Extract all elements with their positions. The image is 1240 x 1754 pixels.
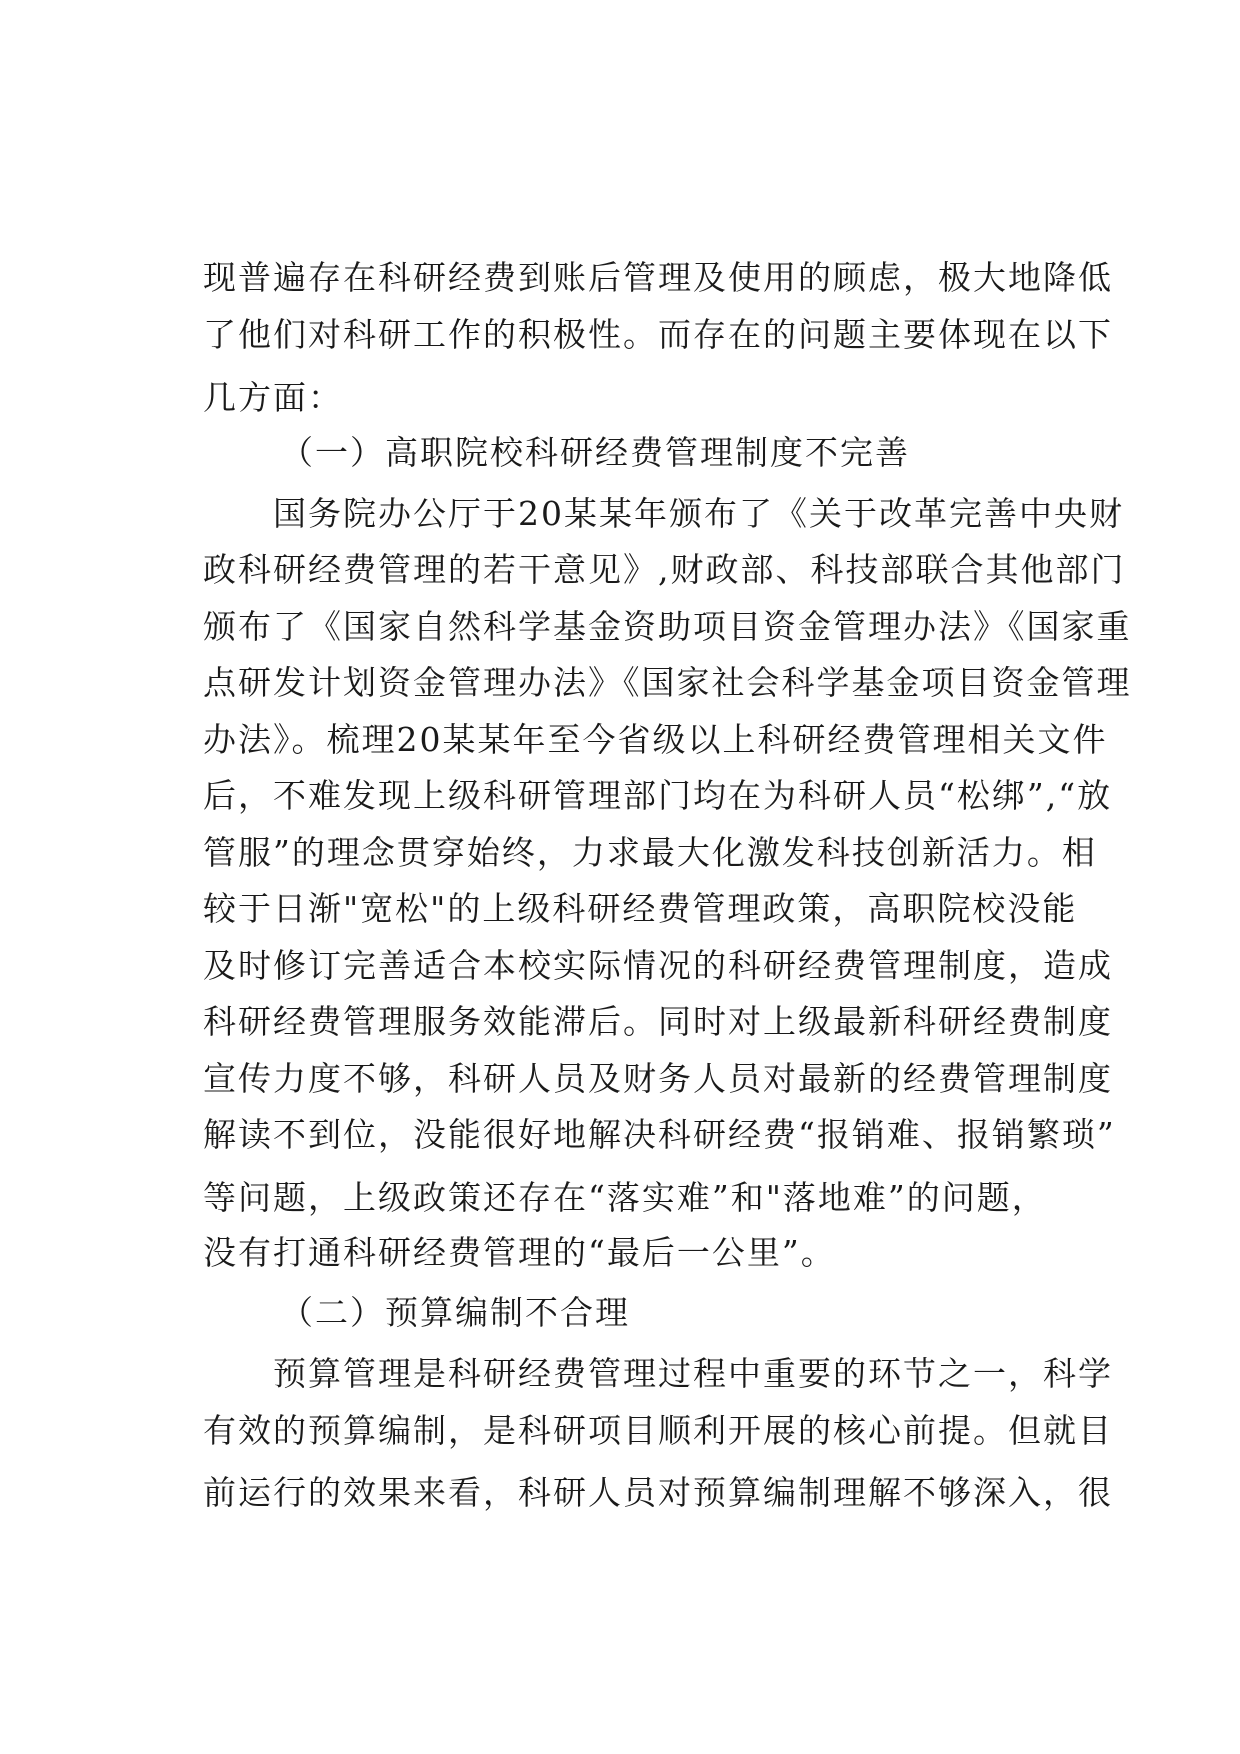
body-text-line: 管服”的理念贯穿始终，力求最大化激发科技创新活力。相 <box>203 833 1097 872</box>
body-text-line: 政科研经费管理的若干意见》,财政部、科技部联合其他部门 <box>203 550 1126 589</box>
body-text-line: 颁布了《国家自然科学基金资助项目资金管理办法》《国家重 <box>203 607 1132 646</box>
body-text-line: 没有打通科研经费管理的“最后一公里”。 <box>203 1233 836 1272</box>
body-text-line: 几方面： <box>203 378 343 417</box>
body-text-line: 较于日渐"宽松"的上级科研经费管理政策，高职院校没能 <box>203 889 1078 928</box>
body-text-line: 后，不难发现上级科研管理部门均在为科研人员“松绑”,“放 <box>203 776 1113 815</box>
body-text-line: 及时修订完善适合本校实际情况的科研经费管理制度，造成 <box>203 946 1113 985</box>
body-text-line: 前运行的效果来看，科研人员对预算编制理解不够深入，很 <box>203 1473 1113 1512</box>
body-text-line: 预算管理是科研经费管理过程中重要的环节之一，科学 <box>273 1354 1113 1393</box>
body-text-line: 点研发计划资金管理办法》《国家社会科学基金项目资金管理 <box>203 663 1132 702</box>
body-text-line: 现普遍存在科研经费到账后管理及使用的顾虑，极大地降低 <box>203 258 1113 297</box>
body-text-line: 解读不到位，没能很好地解决科研经费“报销难、报销繁琐” <box>203 1115 1116 1154</box>
body-text-line: 国务院办公厅于20某某年颁布了《关于改革完善中央财 <box>273 494 1124 533</box>
body-text-line: 办法》。梳理20某某年至今省级以上科研经费管理相关文件 <box>203 720 1108 759</box>
body-text-line: 科研经费管理服务效能滞后。同时对上级最新科研经费制度 <box>203 1002 1113 1041</box>
section-heading-1: （一）高职院校科研经费管理制度不完善 <box>280 433 910 472</box>
body-text-line: 等问题，上级政策还存在“落实难”和"落地难”的问题， <box>203 1178 1047 1217</box>
body-text-line: 宣传力度不够，科研人员及财务人员对最新的经费管理制度 <box>203 1059 1113 1098</box>
body-text-line: 了他们对科研工作的积极性。而存在的问题主要体现在以下 <box>203 315 1113 354</box>
body-text-line: 有效的预算编制，是科研项目顺利开展的核心前提。但就目 <box>203 1411 1113 1450</box>
section-heading-2: （二）预算编制不合理 <box>280 1293 630 1332</box>
